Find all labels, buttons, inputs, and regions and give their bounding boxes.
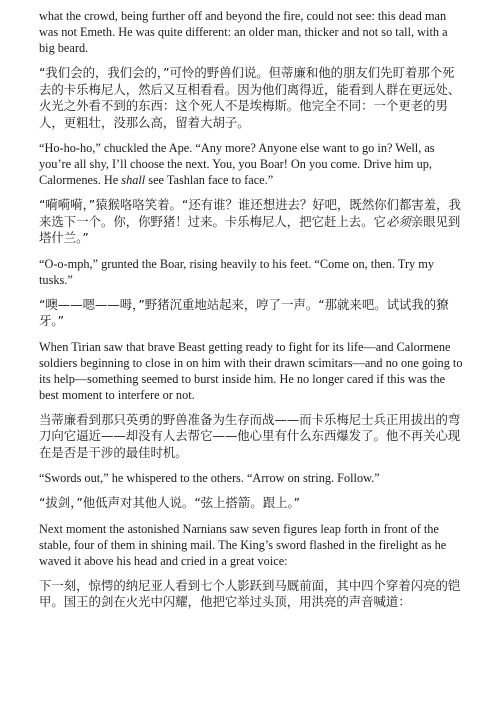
paragraph-zh-2	[39, 197, 463, 247]
paragraph-zh-4: 当蒂廉看到那只英勇的野兽准备为生存而战——而卡乐梅尼士兵正用拔出的弯刀向它逼近——却没有人去帮它——他心里有什么东西爆发了。他不再关心现在是否是干涉的最佳时机。	[39, 411, 461, 460]
emphasis-text: 必须	[385, 213, 411, 229]
paragraph-en-4: When Tirian saw that brave Beast getting ready to fight for its life—and Calormene soldiers beginning to close in on him with their drawn scimitars—and no one going to its help—something seemed to burst inside him. He no longer cared if this was the best moment to interfere or not.	[39, 339, 463, 402]
paragraph-zh-5: “拔剑，”他低声对其他人说。“弦上搭箭。跟上。”	[39, 495, 301, 510]
paragraph-zh-6: 下一刻，惊愕的纳尼亚人看到七个人影跃到马厩前面，其中四个穿着闪亮的铠甲。国王的剑在火光中闪耀，他把它举过头顶，用洪亮的声音喊道：	[39, 577, 461, 609]
book-page	[39, 8, 463, 620]
paragraph-zh-1: “我们会的，我们会的，”可怜的野兽们说。但蒂廉和他的朋友们先盯着那个死去的卡乐梅尼人，然后又互相看看。因为他们离得近，能看到人群在更远处、火光之外看不到的东西：这个死人不是埃梅斯。他完全不同：一个更老的男人，更粗壮，没那么高，留着大胡子。	[39, 65, 461, 130]
emphasis-text: shall	[121, 173, 146, 187]
paragraph-en-5: “Swords out,” he whispered to the others. “Arrow on string. Follow.”	[39, 471, 380, 485]
paragraph-text: “嗬嗬嗬，”猿猴咯咯笑着。“还有谁？谁还想进去？好吧，既然你们都害羞，我来选下一个。你，你野猪！过来。卡乐梅尼人，把它赶上去。它	[39, 197, 461, 229]
paragraph-zh-3: “噢——嗯——呣，”野猪沉重地站起来，哼了一声。“那就来吧。试试我的獠牙。”	[39, 296, 449, 328]
paragraph-text: see Tashlan face to face.”	[145, 173, 274, 187]
paragraph-en-6: Next moment the astonished Narnians saw seven figures leap forth in front of the stable, four of them in shining mail. The King’s sword flashed in the firelight as he waved it above his head and cried in a great voice:	[39, 521, 447, 568]
paragraph-text: 亲眼见到塔什兰。”	[39, 213, 461, 245]
paragraph-en-1: what the crowd, being further off and beyond the fire, could not see: this dead man was not Emeth. He was quite different: an older man, thicker and not so tall, with a big beard.	[39, 9, 448, 55]
paragraph-text: “Ho-ho-ho,” chuckled the Ape. “Any more? Anyone else want to go in? Well, as you’re all shy, I’ll choose the next. You, you Boar! On you come. Drive him up, Calormenes. He	[39, 141, 435, 187]
paragraph-en-2	[39, 140, 463, 188]
paragraph-en-3: “O-o-mph,” grunted the Boar, rising heavily to his feet. “Come on, then. Try my tusks.”	[39, 256, 434, 287]
